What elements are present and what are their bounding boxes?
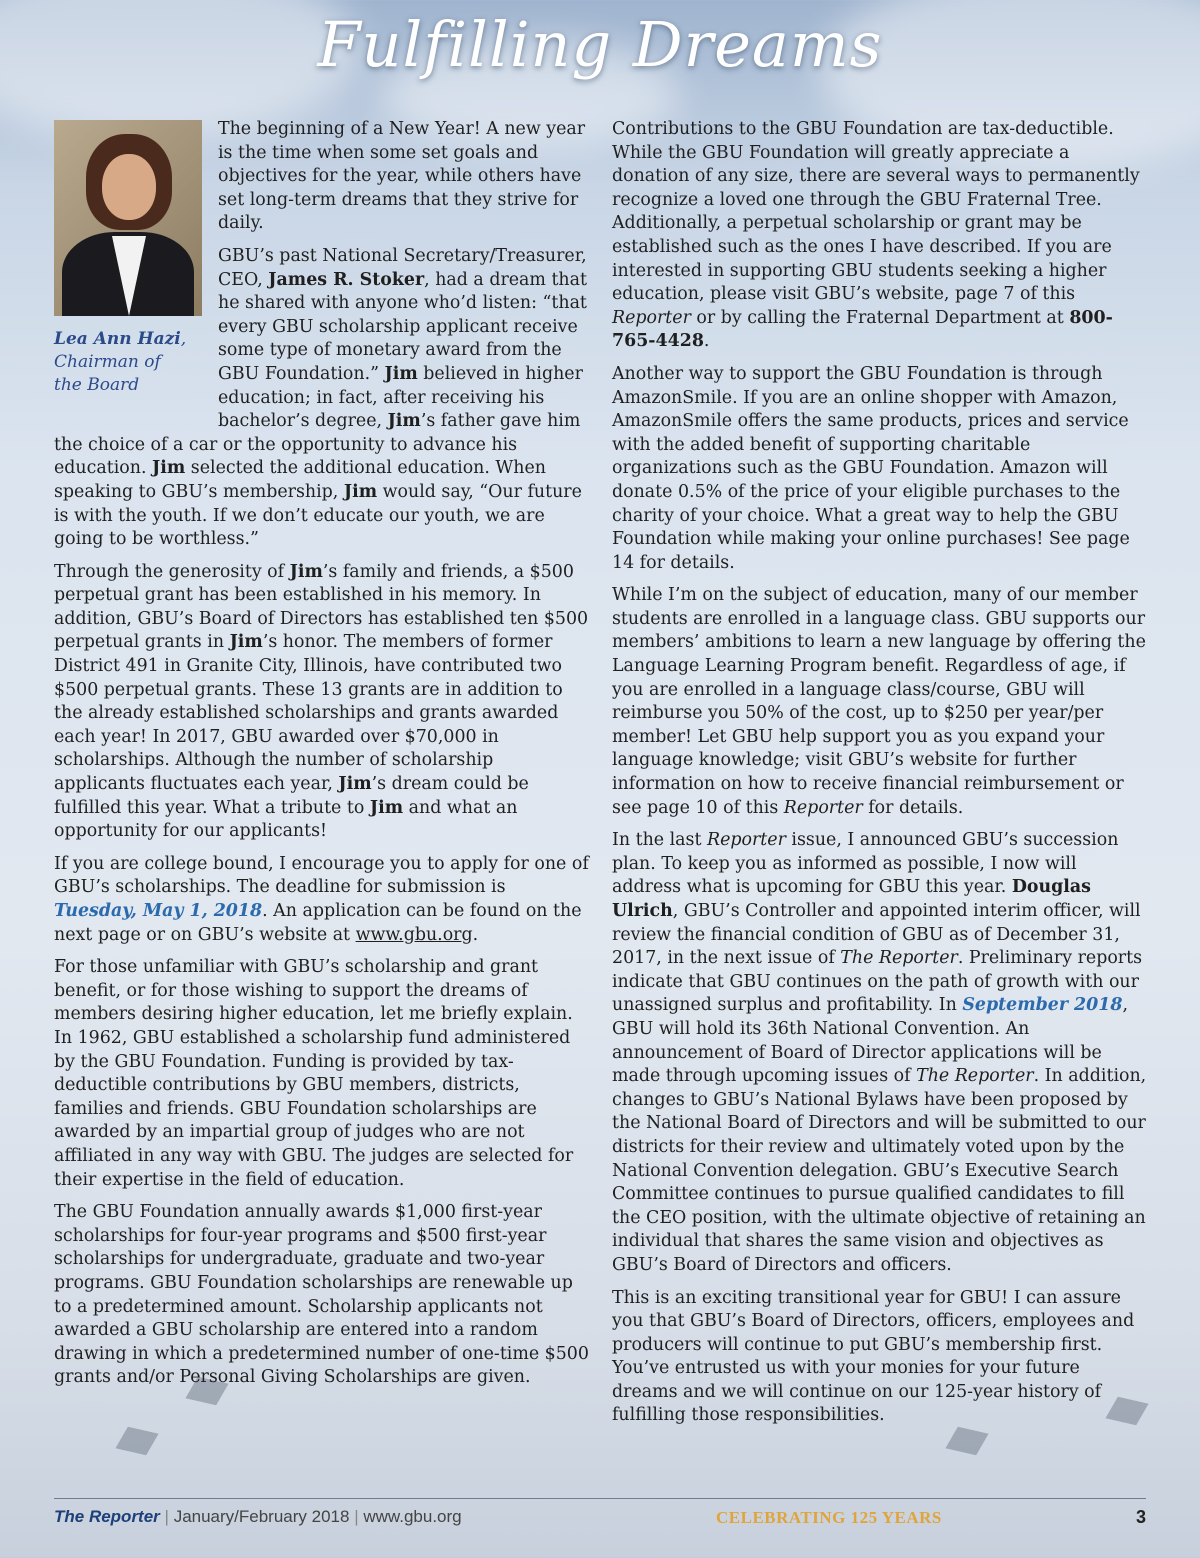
right-column [612, 118, 1150, 1437]
left-column [54, 118, 589, 1399]
footer-publication-info: The Reporter | January/February 2018 | www.gbu.org [54, 1507, 462, 1526]
paragraph: Through the generosity of Jim’s family and friends, a $500 perpetual grant has been established in his memory. In addition, GBU’s Board of Directors has established ten $500 perpetual grants in Jim’s honor. The members of former District 491 in Granite City, Illinois, have contributed two $500 perpetual grants. These 13 grants are in addition to the already established scholarships and grants awarded each year! In 2017, GBU awarded over $70,000 in scholarships. Although the number of scholarship applicants fluctuates each year, Jim’s dream could be fulfilled this year. What a tribute to Jim and what an opportunity for our applicants! [54, 561, 589, 842]
page-footer [54, 1498, 1146, 1545]
paragraph: Another way to support the GBU Foundation is through AmazonSmile. If you are an online shopper with Amazon, AmazonSmile offers the same products, prices and service with the added benefit of supporting charitable organizations such as the GBU Foundation. Amazon will donate 0.5% of the price of your eligible purchases to the charity of your choice. What a great way to help the GBU Foundation while making your online purchases! See page 14 for details. [612, 363, 1130, 573]
caption-role-2: the Board [54, 375, 140, 395]
deadline-date: Tuesday, May 1, 2018 [54, 901, 263, 921]
paragraph: GBU’s past National Secretary/Treasurer, CEO, James R. Stoker, had a dream that he shared with anyone who’d listen: “that every GBU scholarship applicant receive some type of monetary award from the GBU Foundation.” Jim believed in higher education; in fact, after receiving his bachelor’s degree, Jim’s father gave him the choice of a car or the opportunity to advance his education. Jim selected the additional education. When speaking to GBU’s membership, Jim would say, “Our future is with the youth. If we don’t educate our youth, we are going to be worthless.” [54, 245, 587, 550]
caption-role: Chairman of [54, 352, 161, 372]
convention-date: September 2018 [962, 995, 1123, 1016]
paragraph: While I’m on the subject of education, many of our member students are enrolled in a language class. GBU supports our members’ ambitions to learn a new language by offering the Language Learning Program benefit. Regardless of age, if you are enrolled in a language class/course, GBU will reimburse you 50% of the cost, up to $250 per year/per member! Let GBU help support you as you expand your language knowledge; visit GBU’s website for further information on how to receive financial reimbursement or see page 10 of this Reporter for details. [612, 585, 1146, 818]
paragraph: The beginning of a New Year! A new year is the time when some set goals and objectives for the year, while others have set long-term dreams that they strive for daily. [218, 119, 586, 234]
graduation-cap-icon [115, 1427, 158, 1456]
photo-caption: Lea Ann Hazi, Chairman of the Board [54, 329, 187, 395]
issue-date: January/February 2018 [173, 1507, 350, 1526]
website-link[interactable]: www.gbu.org [355, 924, 473, 945]
footer-url[interactable]: www.gbu.org [363, 1507, 462, 1526]
phone-number: 800-765-4428 [612, 307, 1113, 352]
page-number: 3 [1135, 1507, 1146, 1527]
caption-name: Lea Ann Hazi [54, 329, 181, 349]
page-title: Fulfilling Dreams [317, 8, 883, 81]
paragraph: If you are college bound, I encourage you to apply for one of GBU’s scholarships. The deadline for submission is Tuesday, May 1, 2018. An application can be found on the next page or on GBU’s website at www.gbu.org. [54, 853, 589, 945]
publication-name: The Reporter [54, 1507, 160, 1526]
paragraph: The GBU Foundation annually awards $1,000 first-year scholarships for four-year programs and $500 first-year scholarships for undergraduate, graduate and two-year programs. GBU Foundation scholarships are renewable up to a predetermined amount. Scholarship applicants not awarded a GBU scholarship are entered into a random drawing in which a predetermined number of one-time $500 grants and/or Personal Giving Scholarships are given. [54, 1202, 589, 1388]
footer-tagline: CELEBRATING 125 YEARS [716, 1508, 942, 1527]
paragraph: In the last Reporter issue, I announced GBU’s succession plan. To keep you as informed as possible, I now will address what is upcoming for GBU this year. Douglas Ulrich, GBU’s Controller and appointed interim officer, will review the financial condition of GBU as of December 31, 2017, in the next issue of The Reporter. Preliminary reports indicate that GBU continues on the path of growth with our unassigned surplus and profitability. In September 2018, GBU will hold its 36th National Convention. An announcement of Board of Director applications will be made through upcoming issues of The Reporter. In addition, changes to GBU’s National Bylaws have been proposed by the National Board of Directors and will be submitted to our districts for their review and ultimately voted upon by the National Convention delegation. GBU’s Executive Search Committee continues to pursue qualified candidates to fill the CEO position, with the ultimate objective of retaining an individual that shares the same vision and objectives as GBU’s Board of Directors and officers. [612, 830, 1147, 1275]
paragraph: Contributions to the GBU Foundation are tax-deductible. While the GBU Foundation will greatly appreciate a donation of any size, there are several ways to permanently recognize a loved one through the GBU Fraternal Tree. Additionally, a perpetual scholarship or grant may be established such as the ones I have described. If you are interested in supporting GBU students seeking a higher education, please visit GBU’s website, page 7 of this Reporter or by calling the Fraternal Department at 800-765-4428. [612, 119, 1140, 352]
paragraph: For those unfamiliar with GBU’s scholarship and grant benefit, or for those wishing to support the dreams of members desiring higher education, let me briefly explain. In 1962, GBU established a scholarship fund administered by the GBU Foundation. Funding is provided by tax-deductible contributions by GBU members, districts, families and friends. GBU Foundation scholarships are awarded by an impartial group of judges who are not affiliated in any way with GBU. The judges are selected for their expertise in the field of education. [54, 957, 574, 1190]
paragraph: This is an exciting transitional year for GBU! I can assure you that GBU’s Board of Directors, officers, employees and producers will continue to put GBU’s membership first. You’ve entrusted us with your monies for your future dreams and we will continue on our 125-year history of fulfilling those responsibilities. [612, 1287, 1135, 1426]
